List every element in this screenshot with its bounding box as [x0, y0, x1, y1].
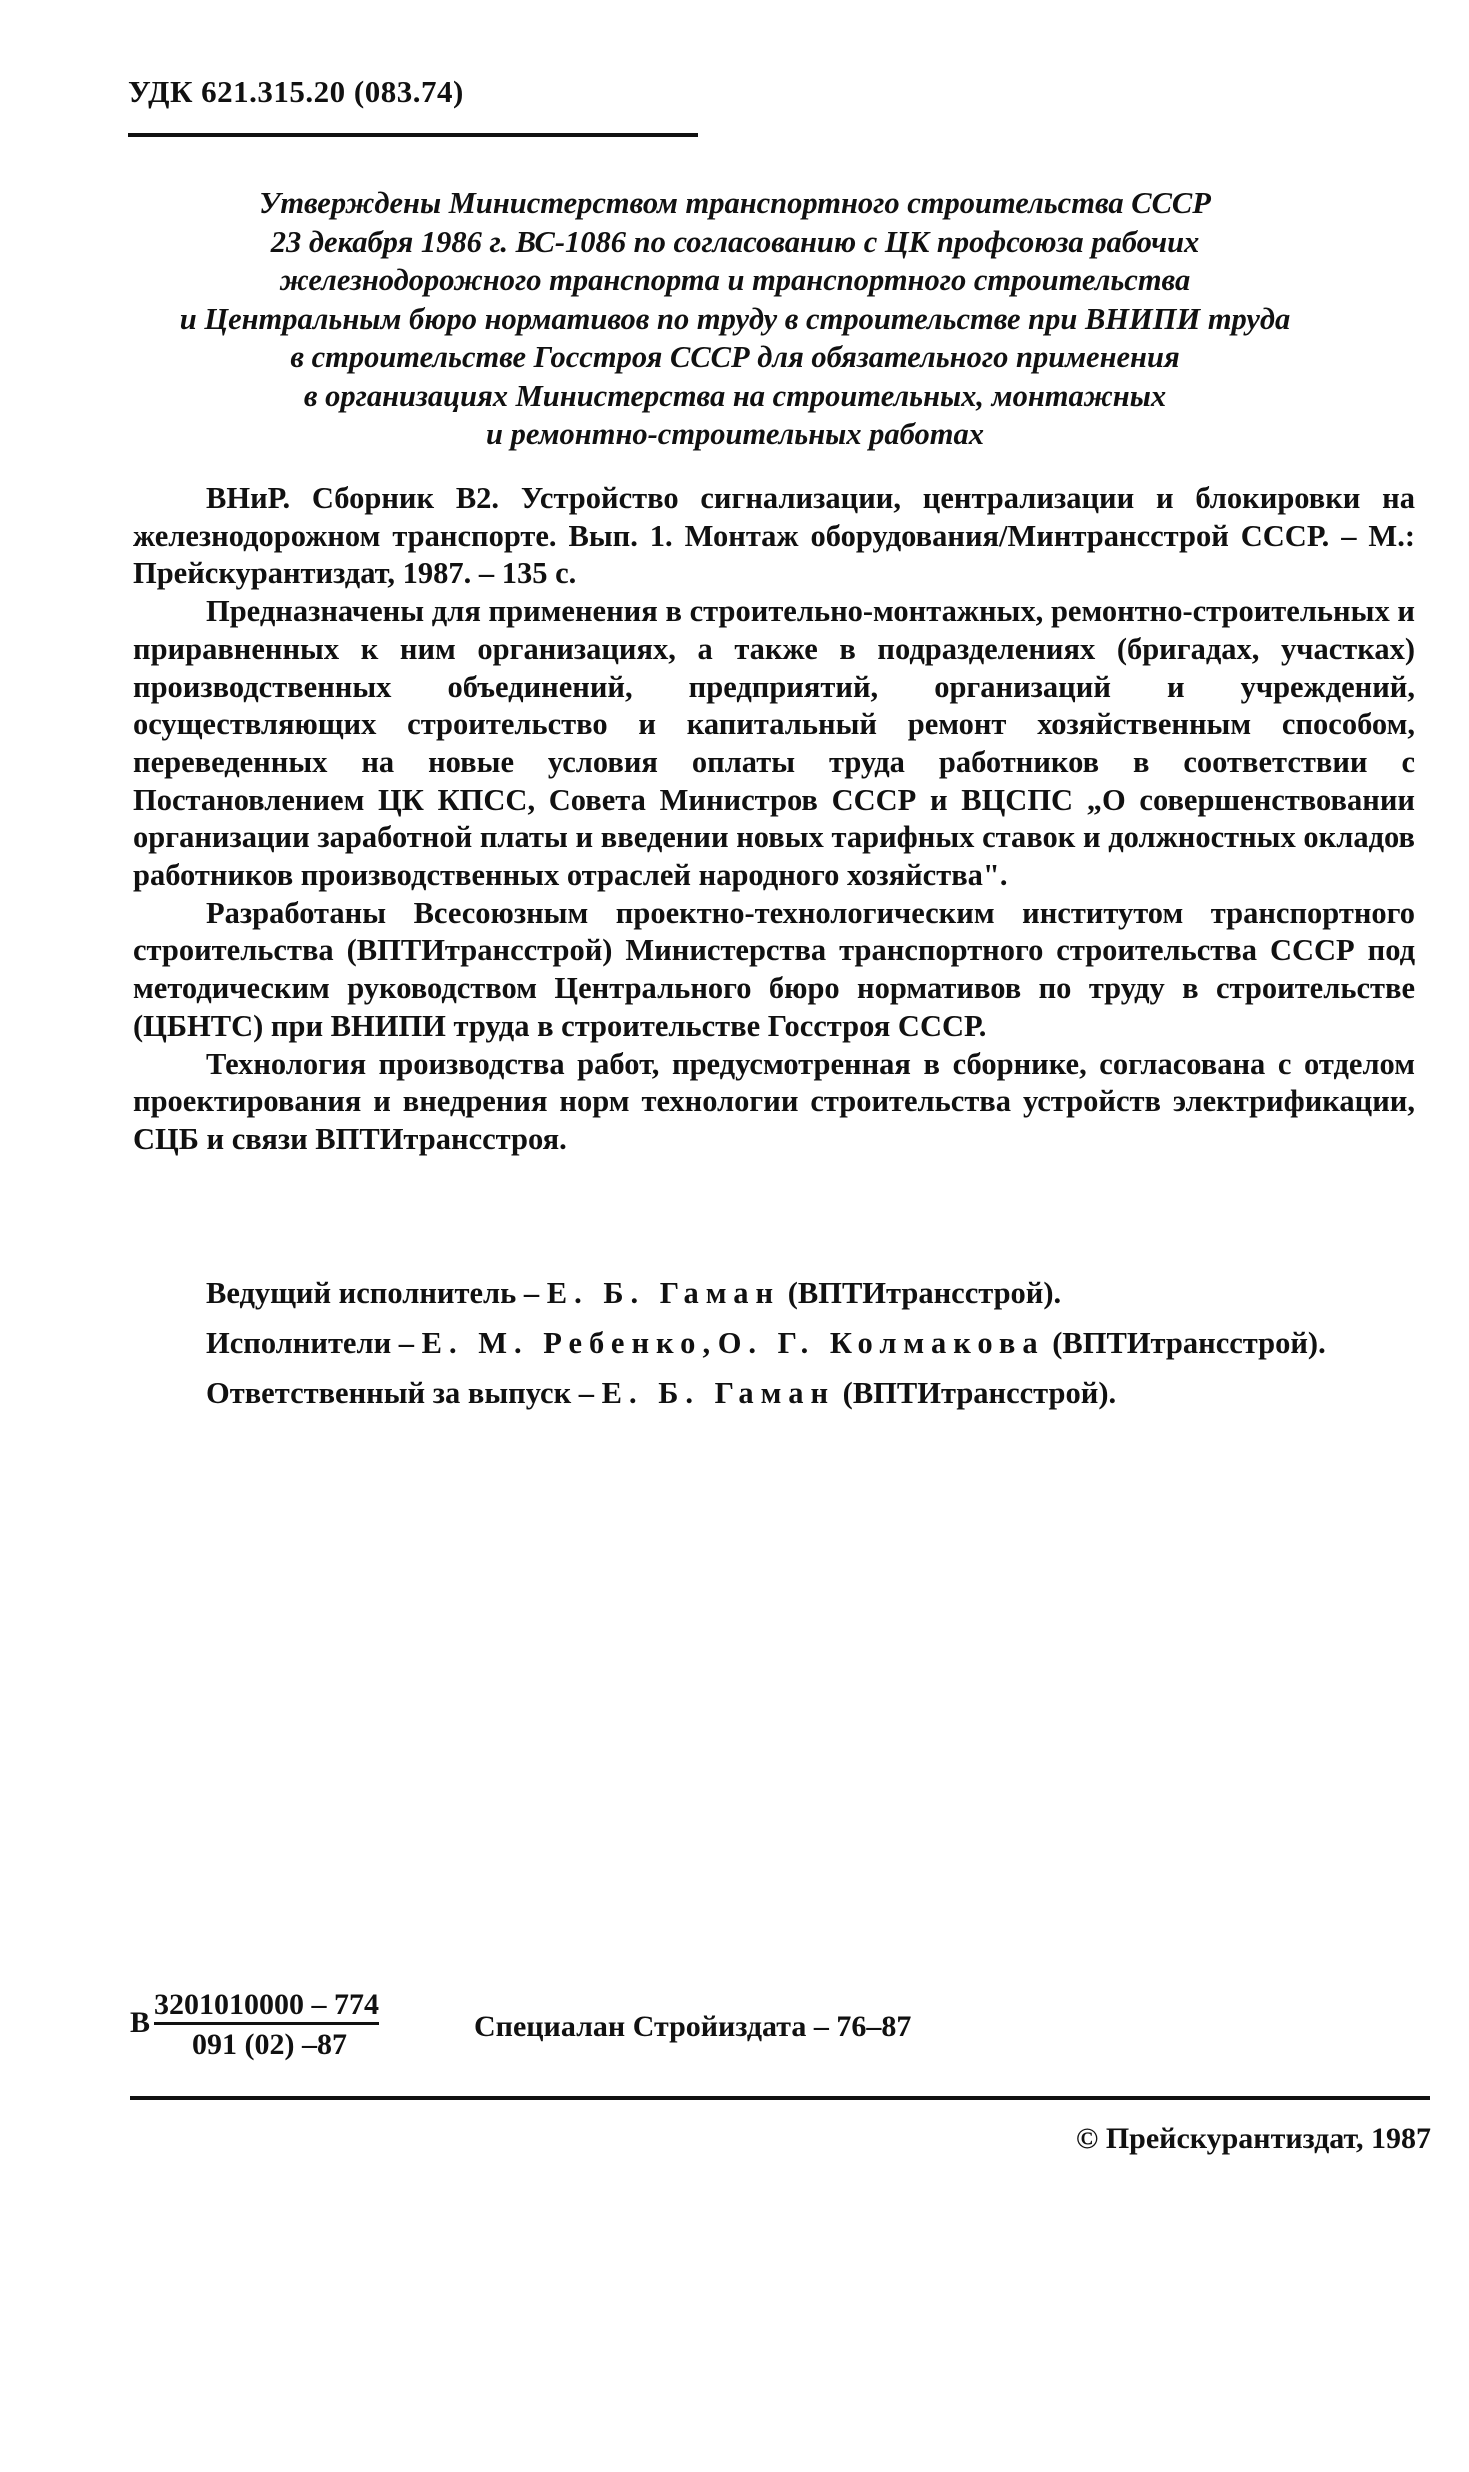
executors-label: Исполнители –: [206, 1326, 422, 1360]
approval-statement: [150, 184, 1320, 454]
bibliographic-description: ВНиР. Сборник В2. Устройство сигнализации, централизации и блокировки на железнодорожном транспорте. Вып. 1. Монтаж оборудования/Минтрансстрой СССР. – М.: Прейскурантиздат, 1987. – 135 с.: [133, 481, 1415, 591]
executors-org: (ВПТИтрансстрой).: [1044, 1326, 1326, 1360]
developer-paragraph: Разработаны Всесоюзным проектно-технологическим институтом транспортного строительства (ВПТИтрансстрой) Министерства транспортного строительства СССР под методическим руководством Центрального бюро нормативов по труду в строительстве (ЦБНТС) при ВНИПИ труда в строительстве Госстроя СССР.: [133, 895, 1415, 1043]
approval-line: и Центральным бюро нормативов по труду в строительстве при ВНИПИ труда: [179, 301, 1291, 336]
credits-block: [206, 1268, 1326, 1418]
approval-line: и ремонтно-строительных работах: [486, 417, 984, 451]
bottom-rule: [130, 2096, 1430, 2100]
responsible-org: (ВПТИтрансстрой).: [835, 1376, 1117, 1410]
lead-executor-line: [206, 1268, 1326, 1318]
udk-underline: [128, 133, 698, 137]
responsible-name: Е. Б. Гаман: [601, 1376, 836, 1410]
approval-line: Утверждены Министерством транспортного строительства СССР: [259, 186, 1211, 220]
code-denominator: 091 (02) –87: [192, 2028, 347, 2061]
purpose-paragraph: Предназначены для применения в строительно-монтажных, ремонтно-строительных и приравненных к ним организациях, а также в подразделениях (бригадах, участках) производственных объединений, предприятий, организаций и учреждений, осуществляющих строительство и капитальный ремонт хозяйственным способом, переведенных на новые условия оплаты труда работников в соответствии с Постановлением ЦК КПСС, Совета Министров СССР и ВЦСПС „О совершенствовании организации заработной платы и введении новых тарифных ставок и должностных окладов работников производственных отраслей народного хозяйства".: [133, 594, 1415, 893]
approval-line: в организациях Министерства на строительных, монтажных: [303, 378, 1167, 413]
executor-name: О. Г. Колмакова: [717, 1326, 1045, 1360]
code-numerator: 3201010000 – 774: [154, 1988, 379, 2025]
executors-line: [206, 1318, 1326, 1368]
lead-executor-label: Ведущий исполнитель –: [206, 1276, 547, 1310]
copyright-notice: © Прейскурантиздат, 1987: [1075, 2122, 1431, 2155]
code-letter: В: [130, 2006, 151, 2039]
responsible-line: [206, 1368, 1326, 1418]
executor-name: Е. М. Ребенко: [421, 1326, 703, 1360]
udk-code: УДК 621.315.20 (083.74): [128, 74, 464, 109]
executors-separator: ,: [702, 1326, 718, 1360]
technology-paragraph: Технология производства работ, предусмотренная в сборнике, согласована с отделом проектирования и внедрения норм технологии строительства устройств электрификации, СЦБ и связи ВПТИтрансстроя.: [133, 1046, 1415, 1156]
annotation-text: [133, 480, 1415, 1159]
responsible-label: Ответственный за выпуск –: [206, 1376, 602, 1410]
lead-executor-name: Е. Б. Гаман: [546, 1276, 781, 1310]
lead-executor-org: (ВПТИтрансстрой).: [780, 1276, 1062, 1310]
approval-line: в строительстве Госстроя СССР для обязательного применения: [290, 340, 1180, 374]
approval-line: железнодорожного транспорта и транспортного строительства: [279, 263, 1191, 297]
approval-line: 23 декабря 1986 г. ВС-1086 по согласованию с ЦК профсоюза рабочих: [270, 224, 1200, 259]
price-note: Специалан Стройиздата – 76–87: [474, 2010, 912, 2043]
